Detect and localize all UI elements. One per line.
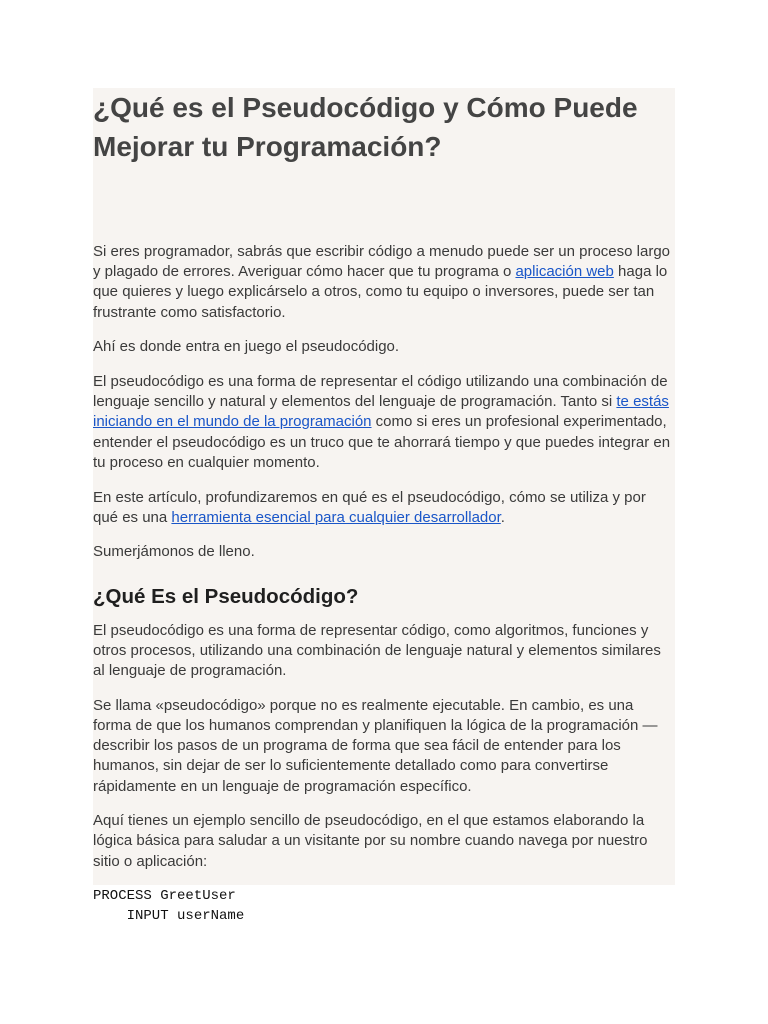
title-spacer	[93, 166, 671, 242]
paragraph-intro-text-a: Si eres programador, sabrás que escribir código a menudo puede ser un proceso largo y plagado de errores. Averiguar cómo hacer que tu programa o	[93, 243, 671, 281]
code-block: PROCESS GreetUser INPUT userName	[93, 888, 245, 925]
link-iniciando-programacion[interactable]: te estás iniciando en el mundo de la programación	[93, 393, 669, 431]
paragraph-what-is: El pseudocódigo es una forma de representar código, como algoritmos, funciones y otros procesos, utilizando una combinación de lenguaje natural y elementos similares al lenguaje de programación.	[93, 621, 661, 680]
paragraph-example-intro: Aquí tienes un ejemplo sencillo de pseudocódigo, en el que estamos elaborando la lógica básica para saludar a un visitante por su nombre cuando navega por nuestro sitio o aplicación:	[93, 812, 648, 870]
paragraph-definition-text-b: como si eres un profesional experimentado, entender el pseudocódigo es un truco que te ahorrará tiempo y que puedes integrar en tu proceso en cualquier momento.	[93, 413, 671, 471]
paragraph-article-scope-text-b: .	[500, 508, 505, 526]
paragraph-article-scope	[93, 488, 671, 528]
link-herramienta-esencial[interactable]: herramienta esencial para cualquier desarrollador	[171, 508, 501, 526]
paragraph-ahi: Ahí es donde entra en juego el pseudocódigo.	[93, 338, 400, 356]
paragraph-definition	[93, 372, 671, 473]
article-title: ¿Qué es el Pseudocódigo y Cómo Puede Mejorar tu Programación?	[93, 92, 638, 162]
section-heading: ¿Qué Es el Pseudocódigo?	[93, 584, 359, 608]
paragraph-article-scope-text-a: En este artículo, profundizaremos en qué es el pseudocódigo, cómo se utiliza y por qué es una	[93, 488, 646, 526]
paragraph-sumerjamonos: Sumerjámonos de lleno.	[93, 543, 255, 561]
link-aplicacion-web[interactable]: aplicación web	[515, 263, 614, 281]
paragraph-definition-text-a: El pseudocódigo es una forma de representar el código utilizando una combinación de lenguaje sencillo y natural y elementos del lenguaje de programación. Tanto si	[93, 373, 668, 411]
paragraph-intro	[93, 242, 671, 323]
article-content	[93, 88, 671, 926]
paragraph-intro-text-b: haga lo que quieres y luego explicárselo a otros, como tu equipo o inversores, puede ser tan frustrante como satisfactorio.	[93, 263, 668, 321]
paragraph-why-name: Se llama «pseudocódigo» porque no es realmente ejecutable. En cambio, es una forma de que los humanos comprendan y planifiquen la lógica de la programación — describir los pasos de un programa de forma que sea fácil de entender para los humanos, sin dejar de ser lo suficientemente detallado como para convertirse rápidamente en un lenguaje de programación específico.	[93, 696, 658, 795]
